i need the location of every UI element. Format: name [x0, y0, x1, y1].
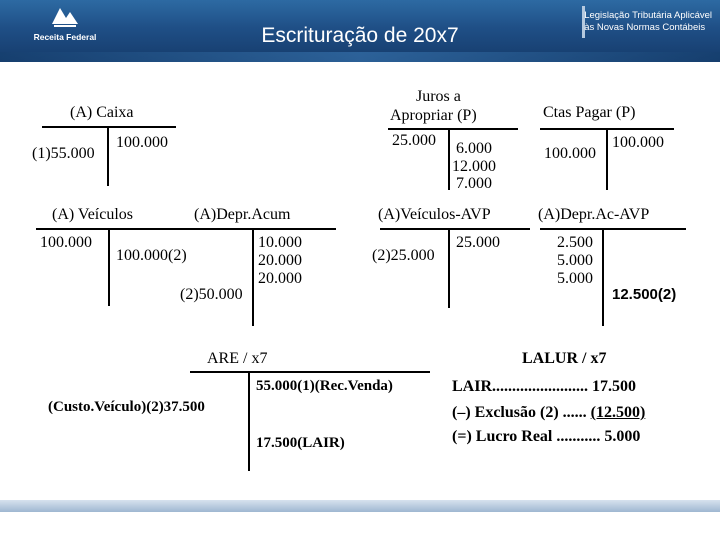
t-account-title-caixa: (A) Caixa — [70, 104, 134, 121]
t-account-line — [36, 228, 210, 230]
depr-acum-credit: 20.000 — [258, 252, 302, 269]
t-account-line — [380, 228, 530, 230]
ctas-debit: 100.000 — [544, 145, 596, 162]
veiculos-debit: 100.000 — [40, 234, 92, 251]
header-subtitle — [584, 10, 712, 34]
t-account-title-juros-1: Juros a — [416, 88, 461, 105]
logo-text: Receita Federal — [33, 32, 97, 42]
veiculos-avp-debit: (2)25.000 — [372, 247, 435, 264]
slide-title: Escrituração de 20x7 — [261, 24, 459, 47]
lalur-value: 17.500 — [592, 378, 637, 395]
lalur-title: LALUR / x7 — [522, 350, 607, 367]
t-account-line — [108, 228, 110, 306]
footer-bar — [0, 500, 720, 512]
t-account-title-veiculos: (A) Veículos — [52, 206, 134, 223]
t-account-line — [602, 228, 604, 326]
are-debit: (Custo.Veículo)(2)37.500 — [48, 399, 205, 415]
t-account-title-juros-2: Apropriar (P) — [390, 107, 477, 124]
lalur-line-lair — [452, 378, 636, 396]
depr-acum-credit: 10.000 — [258, 234, 302, 251]
juros-credit: 7.000 — [456, 175, 492, 192]
t-account-line — [252, 228, 254, 326]
t-account-title-are: ARE / x7 — [207, 350, 268, 367]
t-account-title-depr-ac-avp: (A)Depr.Ac-AVP — [538, 206, 650, 223]
lalur-value: (12.500) — [590, 404, 646, 421]
veiculos-credit: 100.000(2) — [116, 247, 187, 264]
lalur-line-lucro-real — [452, 428, 640, 446]
depr-acum-credit: 20.000 — [258, 270, 302, 287]
lalur-line-exclusao — [452, 404, 645, 422]
subtitle-line-2: às Novas Normas Contábeis — [584, 22, 706, 33]
juros-credit: 12.000 — [452, 158, 496, 175]
header-stripe — [0, 52, 720, 62]
depr-ac-avp-debit: 5.000 — [557, 270, 593, 287]
t-account-line — [388, 128, 518, 130]
ctas-credit: 100.000 — [612, 134, 664, 151]
are-credit: 17.500(LAIR) — [256, 435, 345, 451]
t-account-title-ctas-pagar: Ctas Pagar (P) — [543, 104, 636, 121]
t-account-line — [606, 128, 608, 190]
are-credit: 55.000(1)(Rec.Venda) — [256, 378, 393, 394]
header-banner — [0, 0, 720, 62]
juros-credit: 6.000 — [456, 140, 492, 157]
t-account-line — [190, 371, 430, 373]
t-account-title-veiculos-avp: (A)Veículos-AVP — [378, 206, 491, 223]
depr-ac-avp-debit: 2.500 — [557, 234, 593, 251]
lalur-label: (=) Lucro Real ........... — [452, 428, 601, 445]
caixa-debit: (1)55.000 — [32, 145, 95, 162]
t-account-line — [248, 371, 250, 471]
t-account-line — [107, 126, 109, 186]
t-account-title-depr-acum: (A)Depr.Acum — [194, 206, 291, 223]
t-account-line — [448, 128, 450, 190]
depr-ac-avp-debit: 5.000 — [557, 252, 593, 269]
t-account-line — [42, 126, 176, 128]
subtitle-line-1: Legislação Tributária Aplicável — [584, 10, 712, 21]
depr-ac-avp-credit: 12.500(2) — [612, 286, 677, 303]
depr-acum-debit: (2)50.000 — [180, 286, 243, 303]
t-account-line — [448, 228, 450, 308]
veiculos-avp-credit: 25.000 — [456, 234, 500, 251]
t-account-line — [186, 228, 336, 230]
t-account-line — [540, 228, 686, 230]
lalur-label: (–) Exclusão (2) ...... — [452, 404, 587, 421]
lalur-label: LAIR........................ — [452, 378, 589, 395]
juros-debit: 25.000 — [392, 132, 436, 149]
caixa-credit: 100.000 — [116, 134, 168, 151]
lalur-value: 5.000 — [604, 428, 641, 445]
